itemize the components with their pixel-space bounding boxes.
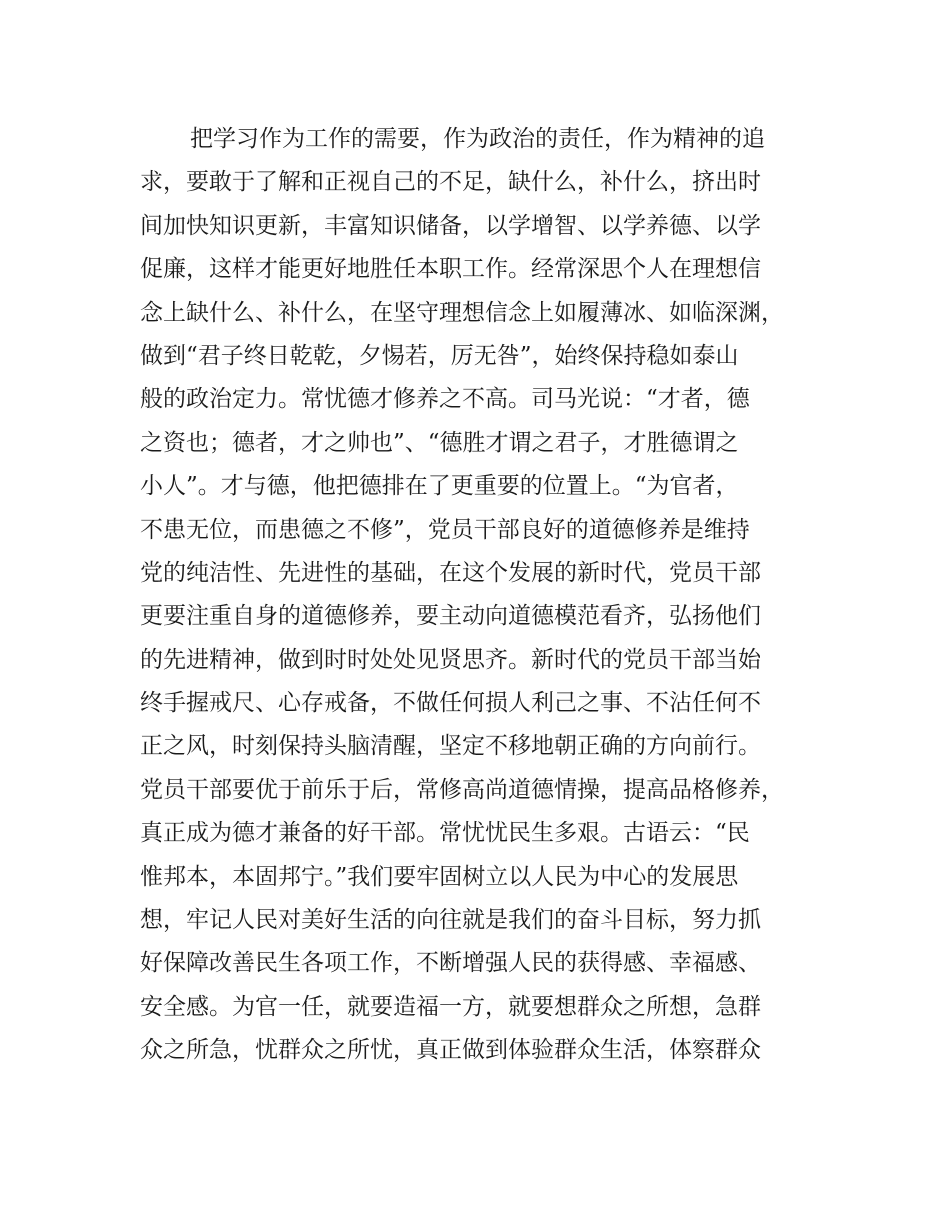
text-line: 惟邦本，本固邦宁。”我们要牢固树立以人民为中心的发展思 xyxy=(140,863,739,890)
text-line: 做到“君子终日乾乾，夕惕若，厉无咎”，始终保持稳如泰山 xyxy=(140,342,739,369)
text-line: 小人”。才与德，他把德排在了更重要的位置上。“为官者， xyxy=(140,473,739,500)
text-line: 好保障改善民生各项工作，不断增强人民的获得感、幸福感、 xyxy=(140,950,761,977)
text-line: 更要注重自身的道德修养，要主动向道德模范看齐，弘扬他们 xyxy=(140,603,761,630)
text-line: 不患无位，而患德之不修”，党员干部良好的道德修养是维持 xyxy=(140,516,750,543)
text-line: 想，牢记人民对美好生活的向往就是我们的奋斗目标，努力抓 xyxy=(140,907,761,934)
text-line: 间加快知识更新，丰富知识储备，以学增智、以学养德、以学 xyxy=(140,212,761,239)
text-line: 众之所急，忧群众之所忧，真正做到体验群众生活，体察群众 xyxy=(140,1037,761,1064)
text-line: 促廉，这样才能更好地胜任本职工作。经常深思个人在理想信 xyxy=(140,256,761,283)
text-line: 般的政治定力。常忧德才修养之不高。司马光说：“才者，德 xyxy=(140,386,750,413)
text-line: 的先进精神，做到时时处处见贤思齐。新时代的党员干部当始 xyxy=(140,646,761,673)
text-line: 真正成为德才兼备的好干部。常忧忧民生多艰。古语云：“民 xyxy=(140,820,750,847)
text-line: 正之风，时刻保持头脑清醒，坚定不移地朝正确的方向前行。 xyxy=(140,733,761,760)
text-line: 之资也；德者，才之帅也”、“德胜才谓之君子，才胜德谓之 xyxy=(140,429,739,456)
body-paragraph xyxy=(140,118,820,1073)
text-line: 念上缺什么、补什么，在坚守理想信念上如履薄冰、如临深渊， xyxy=(140,299,784,326)
text-line: 终手握戒尺、心存戒备，不做任何损人利己之事、不沾任何不 xyxy=(140,690,761,717)
text-line: 党员干部要优于前乐于后，常修高尚道德情操，提高品格修养， xyxy=(140,776,784,803)
text-line: 党的纯洁性、先进性的基础，在这个发展的新时代，党员干部 xyxy=(140,559,761,586)
text-line: 把学习作为工作的需要，作为政治的责任，作为精神的追 xyxy=(190,126,765,152)
text-line: 求，要敢于了解和正视自己的不足，缺什么，补什么，挤出时 xyxy=(140,169,761,196)
text-line: 安全感。为官一任，就要造福一方，就要想群众之所想，急群 xyxy=(140,993,761,1020)
